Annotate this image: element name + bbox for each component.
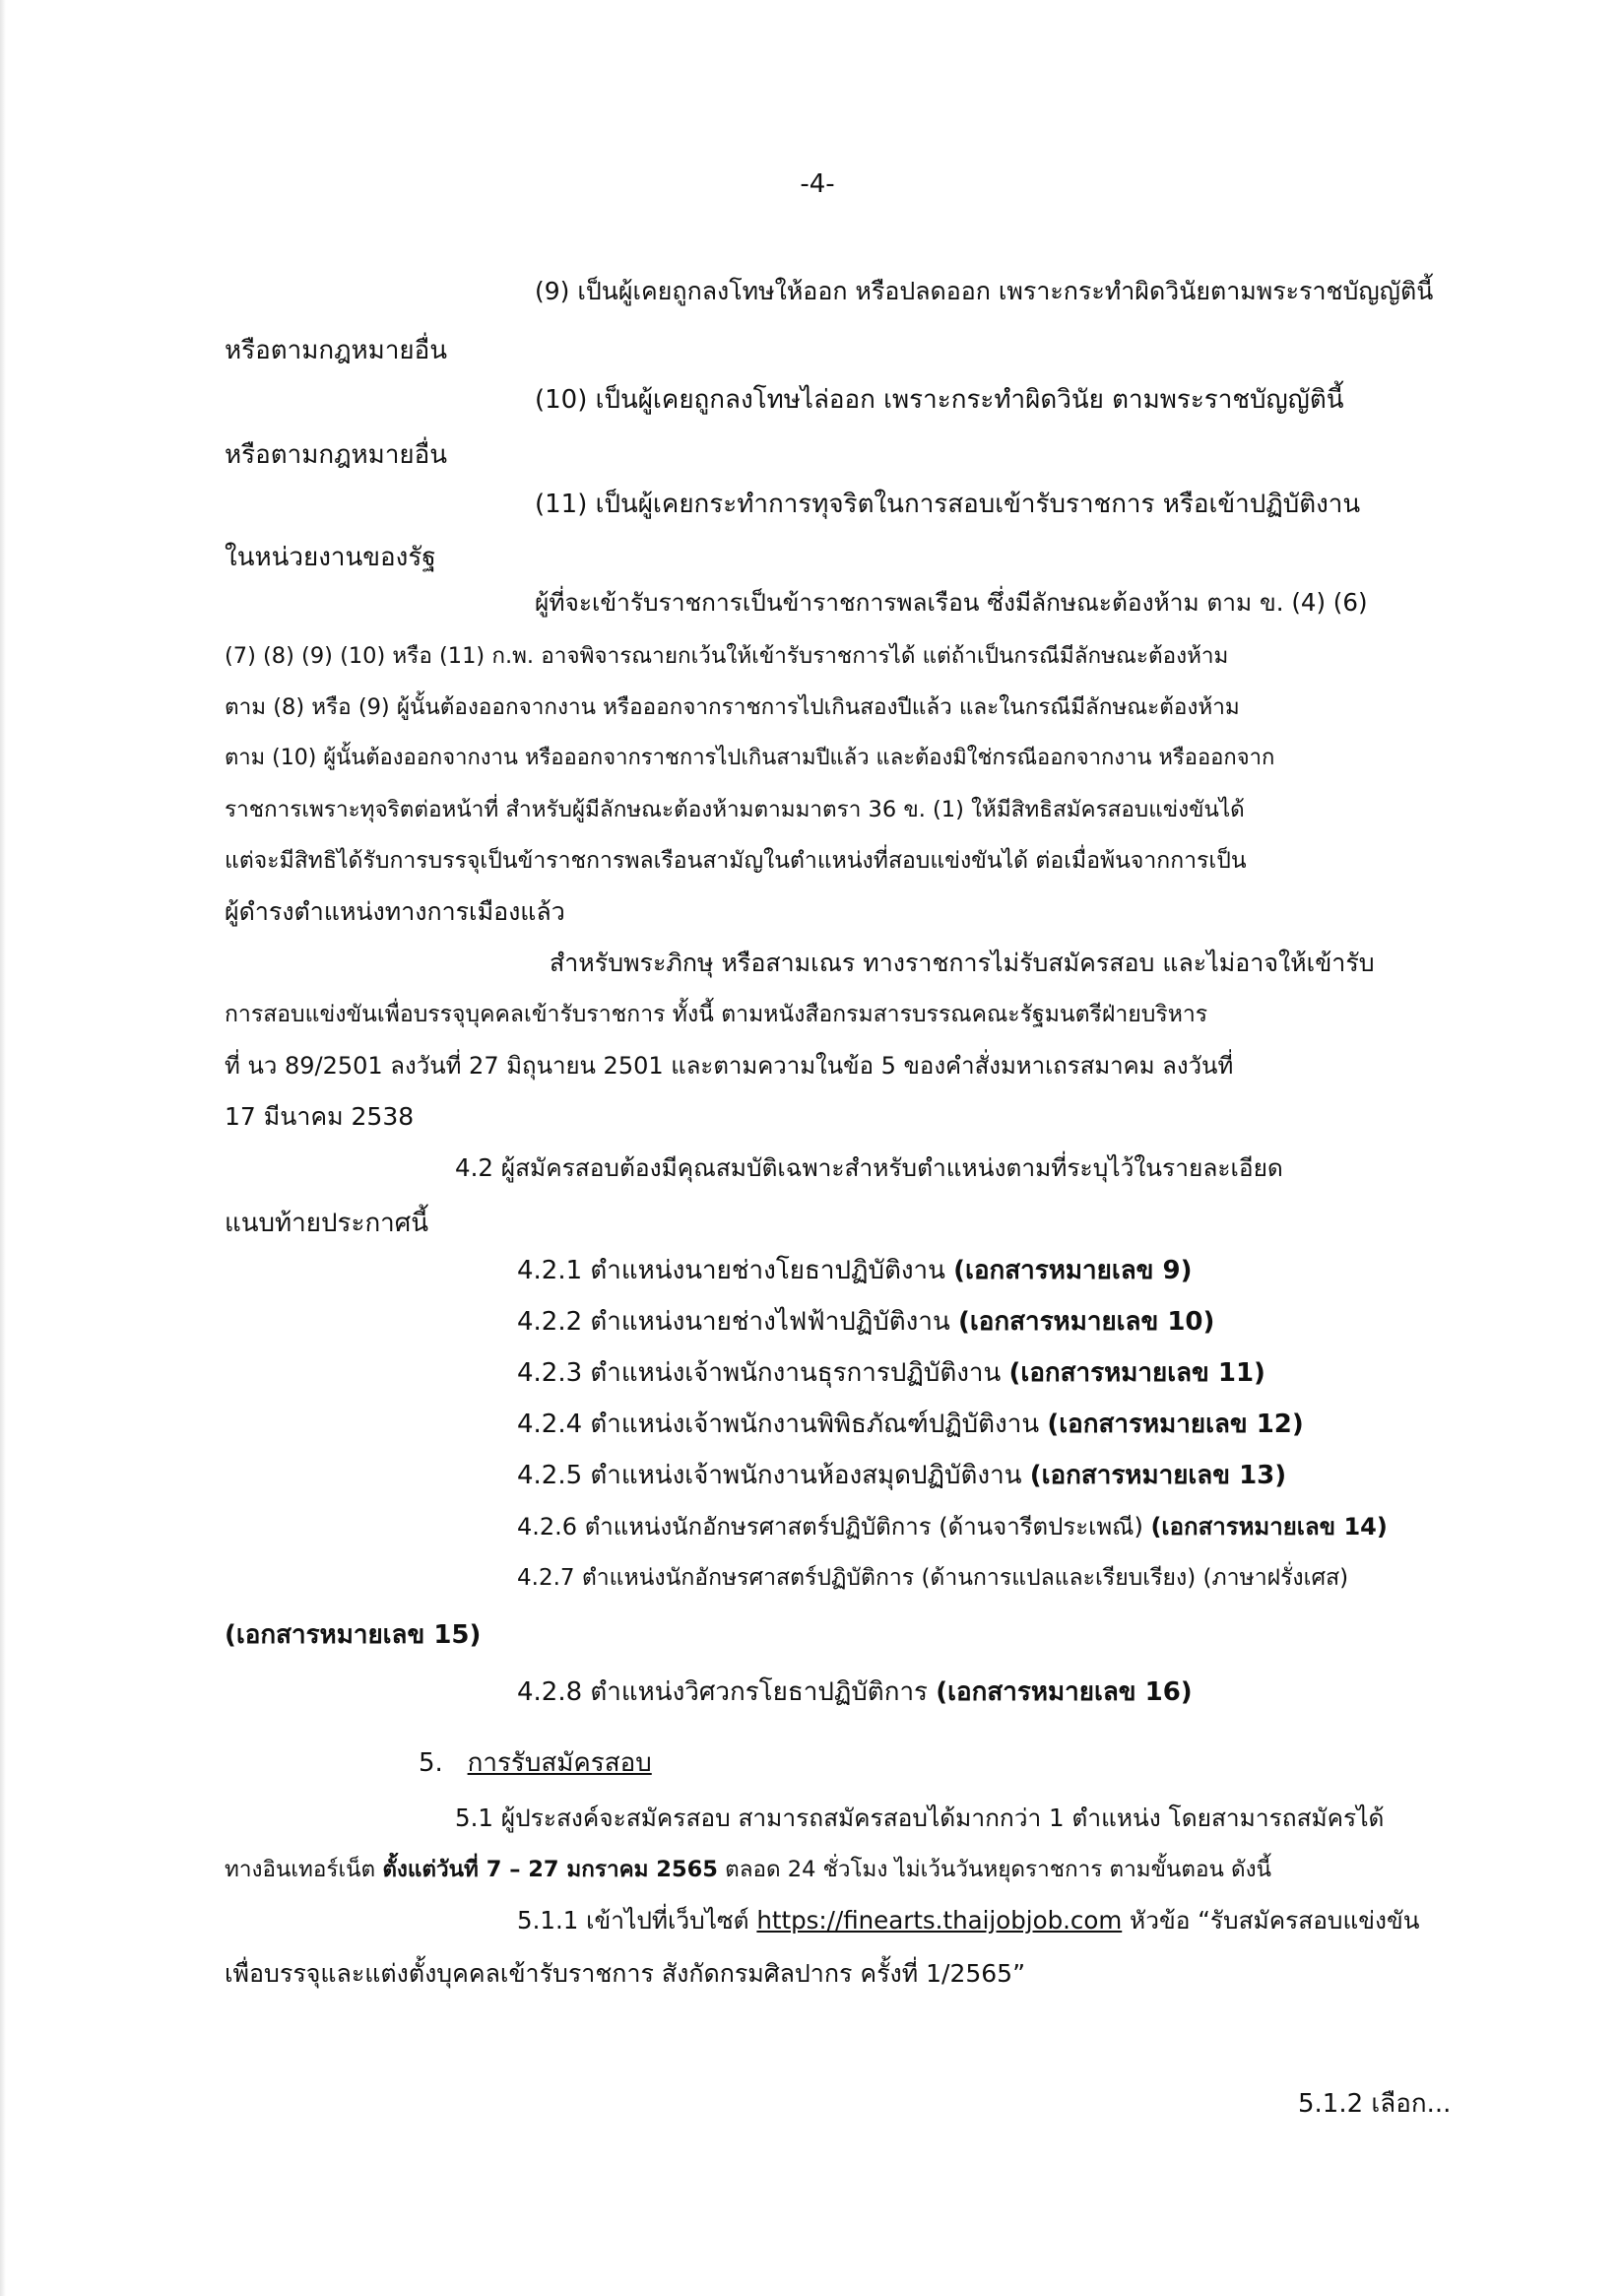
position-4-2-6 [517, 1507, 1388, 1546]
position-label: 4.2.3 ตำแหน่งเจ้าพนักงานธุรการปฏิบัติงาน [517, 1358, 1009, 1388]
item-11-line-1: (11) เป็นผู้เคยกระทำการทุจริตในการสอบเข้ารับราชการ หรือเข้าปฏิบัติงาน [535, 490, 1361, 519]
position-label: 4.2.7 ตำแหน่งนักอักษรศาสตร์ปฏิบัติการ (ด้านการแปลและเรียบเรียง) (ภาษาฝรั่งเศส) [517, 1565, 1349, 1591]
section-5-1-suffix: ตลอด 24 ชั่วโมง ไม่เว้นวันหยุดราชการ ตามขั้นตอน ดังนี้ [717, 1857, 1271, 1882]
item-11-line-2: ในหน่วยงานของรัฐ [225, 543, 436, 572]
section-5-1-line-2 [225, 1850, 1271, 1889]
finearts-website-link[interactable]: https://finearts.thaijobjob.com [756, 1906, 1123, 1935]
position-label: 4.2.2 ตำแหน่งนายช่างไฟฟ้าปฏิบัติงาน [517, 1307, 958, 1337]
exception-para-line-7: ผู้ดำรงตำแหน่งทางการเมืองแล้ว [225, 897, 565, 926]
item-9-line-1: (9) เป็นผู้เคยถูกลงโทษให้ออก หรือปลดออก เพราะกระทำผิดวินัยตามพระราชบัญญัตินี้ [535, 277, 1434, 305]
exception-para-line-5: ราชการเพราะทุจริตต่อหน้าที่ สำหรับผู้มีลักษณะต้องห้ามตามมาตรา 36 ข. (1) ให้มีสิทธิสมัครสอบแข่งขันได้ [225, 797, 1245, 822]
position-4-2-4 [517, 1405, 1304, 1444]
position-label: 4.2.4 ตำแหน่งเจ้าพนักงานพิพิธภัณฑ์ปฏิบัติงาน [517, 1410, 1048, 1439]
position-4-2-7-doc [225, 1615, 481, 1655]
position-label: 4.2.8 ตำแหน่งวิศวกรโยธาปฏิบัติการ [517, 1677, 937, 1707]
position-4-2-7 [517, 1558, 1348, 1598]
position-doc-ref: (เอกสารหมายเลข 14) [1150, 1513, 1388, 1541]
position-label: 4.2.1 ตำแหน่งนายช่างโยธาปฏิบัติงาน [517, 1256, 954, 1285]
section-5-1-1-line-2: เพื่อบรรจุและแต่งตั้งบุคคลเข้ารับราชการ สังกัดกรมศิลปากร ครั้งที่ 1/2565” [225, 1959, 1026, 1988]
exception-para-line-6: แต่จะมีสิทธิได้รับการบรรจุเป็นข้าราชการพลเรือนสามัญในตำแหน่งที่สอบแข่งขันได้ ต่อเมื่อพ้นจากการเป็น [225, 848, 1247, 874]
monk-para-line-4: 17 มีนาคม 2538 [225, 1102, 415, 1131]
section-5-1-prefix: ทางอินเทอร์เน็ต [225, 1857, 383, 1882]
scan-edge-shadow [0, 0, 6, 2296]
section-5-1-1-line-1 [517, 1901, 1419, 1940]
position-doc-ref: (เอกสารหมายเลข 10) [958, 1307, 1215, 1337]
section-4-2-line-1: 4.2 ผู้สมัครสอบต้องมีคุณสมบัติเฉพาะสำหรับตำแหน่งตามที่ระบุไว้ในรายละเอียด [455, 1153, 1283, 1182]
section-4-2-line-2: แนบท้ายประกาศนี้ [225, 1209, 429, 1238]
position-4-2-1 [517, 1251, 1192, 1290]
exception-para-line-2: (7) (8) (9) (10) หรือ (11) ก.พ. อาจพิจารณายกเว้นให้เข้ารับราชการได้ แต่ถ้าเป็นกรณีมีลักษณะต้องห้าม [225, 643, 1229, 669]
continuation-marker: 5.1.2 เลือก... [1298, 2089, 1452, 2119]
application-period: ตั้งแต่วันที่ 7 – 27 มกราคม 2565 [382, 1857, 718, 1882]
position-doc-ref: (เอกสารหมายเลข 9) [953, 1256, 1193, 1285]
section-5-heading [419, 1743, 652, 1783]
position-doc-ref: (เอกสารหมายเลข 15) [225, 1620, 482, 1650]
exception-para-line-1: ผู้ที่จะเข้ารับราชการเป็นข้าราชการพลเรือน ซึ่งมีลักษณะต้องห้าม ตาม ข. (4) (6) [535, 588, 1368, 617]
position-label: 4.2.6 ตำแหน่งนักอักษรศาสตร์ปฏิบัติการ (ด้านจารีตประเพณี) [517, 1513, 1151, 1541]
position-doc-ref: (เอกสารหมายเลข 16) [936, 1677, 1193, 1707]
item-9-line-2: หรือตามกฎหมายอื่น [225, 336, 448, 365]
position-4-2-3 [517, 1353, 1265, 1393]
item-10-line-1: (10) เป็นผู้เคยถูกลงโทษไล่ออก เพราะกระทำผิดวินัย ตามพระราชบัญญัตินี้ [535, 385, 1344, 415]
monk-para-line-2: การสอบแข่งขันเพื่อบรรจุบุคคลเข้ารับราชการ ทั้งนี้ ตามหนังสือกรมสารบรรณคณะรัฐมนตรีฝ่ายบริหาร [225, 1002, 1208, 1027]
page-number: -4- [800, 169, 835, 199]
exception-para-line-4: ตาม (10) ผู้นั้นต้องออกจากงาน หรือออกจากราชการไปเกินสามปีแล้ว และต้องมิใช่กรณีออกจากงาน หรือออกจาก [225, 746, 1275, 770]
position-doc-ref: (เอกสารหมายเลข 11) [1008, 1358, 1265, 1388]
exception-para-line-3: ตาม (8) หรือ (9) ผู้นั้นต้องออกจากงาน หรือออกจากราชการไปเกินสองปีแล้ว และในกรณีมีลักษณะต้องห้าม [225, 694, 1240, 720]
section-5-1-1-prefix: 5.1.1 เข้าไปที่เว็บไซต์ [517, 1906, 757, 1935]
section-5-number: 5. [419, 1748, 443, 1778]
section-5-1-line-1: 5.1 ผู้ประสงค์จะสมัครสอบ สามารถสมัครสอบได้มากกว่า 1 ตำแหน่ง โดยสามารถสมัครได้ [455, 1804, 1385, 1832]
monk-para-line-3: ที่ นว 89/2501 ลงวันที่ 27 มิถุนายน 2501 และตามความในข้อ 5 ของคำสั่งมหาเถรสมาคม ลงวันที่ [225, 1052, 1234, 1080]
position-doc-ref: (เอกสารหมายเลข 13) [1029, 1461, 1287, 1490]
position-4-2-5 [517, 1456, 1286, 1495]
section-5-title: การรับสมัครสอบ [467, 1748, 652, 1778]
position-label: 4.2.5 ตำแหน่งเจ้าพนักงานห้องสมุดปฏิบัติงาน [517, 1461, 1030, 1490]
position-4-2-8 [517, 1673, 1193, 1712]
position-4-2-2 [517, 1302, 1214, 1342]
item-10-line-2: หรือตามกฎหมายอื่น [225, 440, 448, 470]
section-5-1-1-suffix: หัวข้อ “รับสมัครสอบแข่งขัน [1122, 1906, 1420, 1935]
monk-para-line-1: สำหรับพระภิกษุ หรือสามเณร ทางราชการไม่รับสมัครสอบ และไม่อาจให้เข้ารับ [550, 949, 1375, 977]
position-doc-ref: (เอกสารหมายเลข 12) [1047, 1410, 1304, 1439]
